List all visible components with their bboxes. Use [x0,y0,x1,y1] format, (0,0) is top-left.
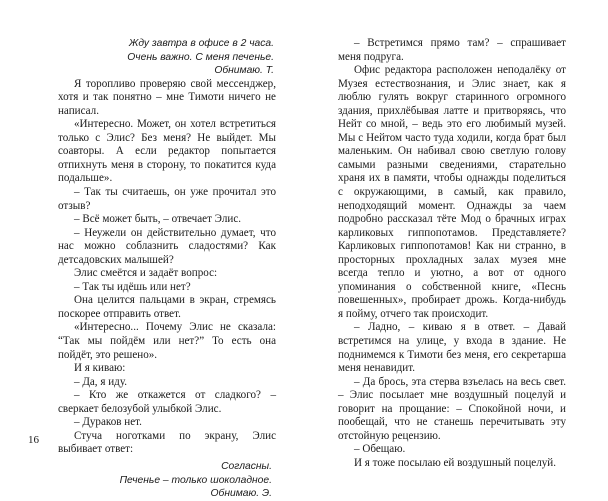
paragraph: Офис редактора расположен неподалёку от Музея естествознания, и Элис знает, как я люблю гулять вокруг старинного огромного здания, прихлёбывая латте и притворяясь, что Нейт со мной, – ведь это его любимый музей. Мы с Нейтом часто туда ходили, когда брат был маленьким. Он набивал свою светлую голову самыми разными сведениями, старательно храня их в памяти, чтобы однажды поделиться с окружающими, в самый, как правило, неподходящий момент. Однажды за чаем подробно рассказал тёте Мод о брачных играх карликовых гиппопотамов. Представляете? Карликовых гиппопотамов! Как ни странно, в просторных прохладных залах музея мне всегда тепло и уютно, а вот от одного упоминания о собственной книге, «Песнь повешенных», пробирает дрожь. Когда-нибудь я пойму, отчего так происходит. [338,64,566,320]
paragraph: – Кто же откажется от сладкого? – сверкает белозубой улыбкой Элис. [58,389,276,415]
message-line: Согласны. [221,460,272,472]
message-line: Жду завтра в офисе в 2 часа. [128,38,274,49]
right-page [304,0,608,475]
paragraph: – Да, я иду. [74,375,128,388]
message-bottom [58,460,276,501]
paragraph: – Так ты идёшь или нет? [74,280,191,293]
left-text-column [58,37,276,501]
message-line: Печенье – только шоколадное. [119,474,272,486]
right-text-column [338,37,566,471]
paragraph: Элис смеётся и задаёт вопрос: [74,267,218,280]
paragraph: И я тоже посылаю ей воздушный поцелуй. [354,456,557,469]
paragraph: «Интересно... Почему Элис не сказала: “Так мы пойдём или нет?” То есть она пойдёт, это решено». [58,321,276,361]
paragraph: – Встретимся прямо там? – спрашивает меня подруга. [338,37,566,63]
page-number: 16 [28,434,39,446]
paragraph: Я торопливо проверяю свой мессенджер, хотя и так понятно – мне Тимоти ничего не написал. [58,77,276,117]
message-line: Обнимаю. Э. [210,488,272,500]
paragraph: – Да брось, эта стерва взъелась на весь свет. – Элис посылает мне воздушный поцелуй и говорит на прощание: – Спокойной ночи, и пообещай, что не станешь перечитывать эту отстойную рецензию. [338,375,566,442]
paragraph: – Неужели он действительно думает, что нас можно соблазнить сладостями? Как детсадовских малышей? [58,226,276,266]
left-page [0,0,304,500]
paragraph: – Всё может быть, – отвечает Элис. [74,213,242,226]
paragraph: – Обещаю. [354,443,406,456]
paragraph: И я киваю: [74,362,126,375]
message-line: Очень важно. С меня печенье. [127,51,274,63]
paragraph: «Интересно. Может, он хотел встретиться только с Элис? Без меня? Не выйдет. Мы соавторы. А если редактор попытается отпихнуть меня в сторону, то покатится куда подальше». [58,118,276,185]
paragraph: – Ладно, – киваю я в ответ. – Давай встретимся на улице, у входа в здание. Не поднимемся к Тимоти без меня, его секретарша меня ненавидит. [338,321,566,375]
paragraph: – Так ты считаешь, он уже прочитал это отзыв? [58,186,276,212]
paragraph: Она целится пальцами в экран, стремясь поскорее отправить ответ. [58,294,276,320]
message-top [58,37,276,78]
paragraph: – Дураков нет. [74,416,142,429]
message-line: Обнимаю. Т. [214,65,274,77]
paragraph: Стуча ноготками по экрану, Элис выбивает ответ: [58,429,276,456]
